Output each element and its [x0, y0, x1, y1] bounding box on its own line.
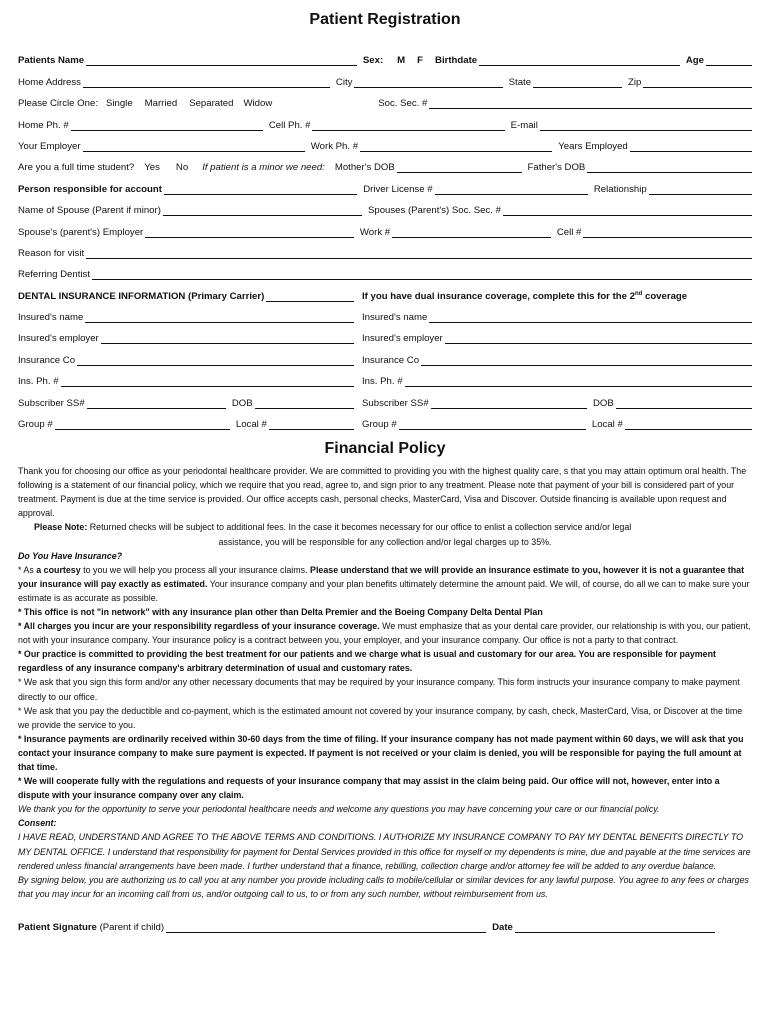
soc-sec-label: Soc. Sec. #	[378, 98, 428, 110]
dual-heading-text: If you have dual insurance coverage, complete this for the 2	[362, 290, 635, 302]
policy-bullet-usual-customary: * Our practice is committed to providing the best treatment for our patients and we charge what is usual and customary for our area. You are responsible for payment regardless of any insurance company's arbitrary determination of usual and customary rates.	[18, 649, 716, 674]
policy-bullet-network: * This office is not "in network" with any insurance plan other than Delta Premier and the Boeing Company Delta Dental Plan	[18, 606, 543, 617]
secondary-dob-label: DOB	[592, 397, 614, 409]
b1-e: Your insurance company and your plan benefits ultimately determine the amount paid. We will, of course, do all we can to make sure your estimate is as accurate as possible.	[18, 578, 750, 603]
primary-insured-name-label: Insured's name	[18, 312, 84, 324]
b1-b: a courtesy	[36, 564, 81, 575]
primary-subscriber-ssn-field[interactable]	[87, 397, 226, 409]
signature-field[interactable]	[166, 921, 486, 933]
secondary-local-field[interactable]	[625, 418, 752, 430]
note-label: Please Note:	[34, 522, 88, 533]
cell-num-field[interactable]	[583, 226, 752, 238]
home-address-field[interactable]	[83, 76, 330, 88]
dual-heading-post: coverage	[642, 290, 688, 302]
cell-ph-field[interactable]	[312, 119, 504, 131]
soc-sec-field[interactable]	[429, 97, 752, 109]
home-ph-field[interactable]	[71, 119, 263, 131]
secondary-subscriber-ssn-field[interactable]	[431, 397, 587, 409]
primary-insured-employer-field[interactable]	[101, 332, 354, 344]
primary-ins-ph-label: Ins. Ph. #	[18, 376, 59, 388]
secondary-ins-ph-field[interactable]	[405, 375, 752, 387]
city-label: City	[335, 76, 353, 88]
responsible-label: Person responsible for account	[18, 183, 162, 195]
drivers-license-label: Driver License #	[363, 183, 433, 195]
policy-bullet-courtesy	[18, 563, 752, 605]
primary-heading-rule	[266, 290, 354, 302]
secondary-insured-name-field[interactable]	[429, 311, 752, 323]
reason-label: Reason for visit	[18, 247, 85, 259]
circle-one-label: Please Circle One:	[18, 98, 98, 110]
single-option[interactable]: Single	[105, 98, 133, 110]
cell-ph-label: Cell Ph. #	[268, 119, 311, 131]
policy-bullet-charges	[18, 619, 752, 647]
note-text: Returned checks will be subject to additional fees. In the case it becomes necessary for our office to enlist a collection service and/or legal	[87, 522, 632, 533]
secondary-dob-field[interactable]	[616, 397, 752, 409]
primary-dob-label: DOB	[231, 397, 253, 409]
row-spouse-name	[18, 195, 752, 216]
primary-insurance-co-label: Insurance Co	[18, 354, 76, 366]
row-subscriber	[18, 387, 752, 408]
birthdate-label: Birthdate	[435, 55, 478, 67]
b3-b: We must emphasize that as your dental care provider, our relationship is with you, our patient, not with your insurance company. Your insurance policy is a contract between you, your employer, and your insurance company. Our office is not a party to that contract.	[18, 621, 751, 646]
row-insured-name	[18, 302, 752, 323]
email-field[interactable]	[540, 119, 752, 131]
secondary-insured-name-label: Insured's name	[362, 312, 428, 324]
secondary-insured-employer-field[interactable]	[445, 332, 752, 344]
policy-note-continued: assistance, you will be responsible for any collection and/or legal charges up to 35%.	[218, 536, 552, 547]
state-field[interactable]	[533, 76, 622, 88]
b3-a: * All charges you incur are your responsibility regardless of your insurance coverage.	[18, 621, 380, 632]
secondary-group-field[interactable]	[399, 418, 586, 430]
b1-c: to you we will help you process all your insurance claims.	[80, 564, 311, 575]
student-no-option[interactable]: No	[175, 162, 189, 174]
years-employed-label: Years Employed	[558, 140, 628, 152]
spouse-name-label: Name of Spouse (Parent if minor)	[18, 205, 161, 217]
signature-label	[18, 922, 166, 933]
sex-label: Sex:	[362, 55, 384, 67]
zip-field[interactable]	[643, 76, 752, 88]
home-ph-label: Home Ph. #	[18, 119, 69, 131]
primary-insured-employer-label: Insured's employer	[18, 333, 99, 345]
row-responsible	[18, 173, 752, 194]
mothers-dob-label: Mother's DOB	[334, 162, 395, 174]
work-ph-field[interactable]	[360, 140, 552, 152]
spouse-name-field[interactable]	[163, 204, 362, 216]
age-label: Age	[685, 55, 704, 67]
responsible-field[interactable]	[164, 183, 357, 195]
student-yes-option[interactable]: Yes	[144, 162, 160, 174]
financial-policy-title: Financial Policy	[324, 440, 446, 458]
registration-form	[18, 45, 752, 430]
have-insurance-heading: Do You Have Insurance?	[18, 550, 123, 561]
insurance-headings	[18, 280, 752, 301]
row-ins-ph	[18, 366, 752, 387]
dual-coverage-heading	[362, 291, 689, 302]
drivers-license-field[interactable]	[435, 183, 588, 195]
primary-dob-field[interactable]	[255, 397, 354, 409]
primary-local-label: Local #	[235, 419, 267, 431]
primary-carrier-heading: DENTAL INSURANCE INFORMATION (Primary Carrier)	[18, 290, 265, 302]
spouse-ssn-label: Spouses (Parent's) Soc. Sec. #	[367, 205, 501, 217]
secondary-ins-ph-label: Ins. Ph. #	[362, 376, 403, 388]
relationship-label: Relationship	[593, 183, 647, 195]
birthdate-field[interactable]	[479, 54, 680, 66]
referring-label: Referring Dentist	[18, 269, 90, 281]
consent-text: I HAVE READ, UNDERSTAND AND AGREE TO THE ABOVE TERMS AND CONDITIONS. I AUTHORIZE MY INSURANCE COMPANY TO PAY MY DENTAL BENEFITS DIRECTLY TO MY DENTAL OFFICE. I understand that responsibility for payment for Dental Services provided in this office for myself or my dependents is mine, due and payable at the time services are rendered unless financial arrangements have been made. I further understand that a finance, rebilling, collection charge and/or attorney fee will be added to any overdue balance.	[18, 832, 751, 871]
spouse-employer-label: Spouse's (parent's) Employer	[18, 226, 144, 238]
signature-row	[18, 911, 752, 933]
zip-label: Zip	[627, 76, 642, 88]
consent-heading: Consent:	[18, 818, 57, 829]
policy-bullet-payments-timing: * Insurance payments are ordinarily received within 30-60 days from the time of filing. If your insurance company has not made payment within 60 days, we will ask that you contact your insurance company to make sure payment is expected. If payment is not received or your claim is denied, you will be responsible for paying the full amount at that time.	[18, 733, 744, 772]
secondary-subscriber-ssn-label: Subscriber SS#	[362, 397, 429, 409]
secondary-insurance-co-field[interactable]	[421, 354, 752, 366]
date-field[interactable]	[515, 921, 715, 933]
cell-num-label: Cell #	[556, 226, 582, 238]
work-num-label: Work #	[359, 226, 391, 238]
primary-group-label: Group #	[18, 419, 53, 431]
financial-policy-text	[18, 464, 752, 901]
row-referring	[18, 259, 752, 280]
policy-bullet-deductible: * We ask that you pay the deductible and co-payment, which is the estimated amount not covered by your insurance company, by cash, check, MasterCard, Visa, or Discover at the time we provide the service to you.	[18, 705, 743, 730]
sex-f-option[interactable]: F	[417, 55, 424, 67]
primary-insurance-co-field[interactable]	[77, 354, 354, 366]
city-field[interactable]	[354, 76, 502, 88]
calls-authorization-text: By signing below, you are authorizing us to call you at any number you provide including calls to mobile/cellular or similar devices for any lawful purpose. You agree to any fees or charges that you may incur for an incoming call from us, and/or outgoing call to us, to or from any such number, without reimbursement from us.	[18, 874, 749, 899]
secondary-group-label: Group #	[362, 419, 397, 431]
dual-heading-sup: nd	[634, 290, 643, 297]
policy-bullet-sign-form: * We ask that you sign this form and/or any other necessary documents that may be required by your insurance company. This form instructs your insurance company to make payment directly to our office.	[18, 677, 740, 702]
secondary-insured-employer-label: Insured's employer	[362, 333, 443, 345]
your-employer-label: Your Employer	[18, 140, 81, 152]
work-num-field[interactable]	[392, 226, 551, 238]
primary-ins-ph-field[interactable]	[61, 375, 354, 387]
row-phones	[18, 109, 752, 130]
fathers-dob-label: Father's DOB	[527, 162, 586, 174]
married-option[interactable]: Married	[144, 98, 178, 110]
policy-note	[18, 520, 752, 534]
signature-label-text: Patient Signature	[18, 921, 97, 933]
home-address-label: Home Address	[18, 76, 81, 88]
policy-thanks: We thank you for the opportunity to serve your periodontal healthcare needs and welcome any questions you may have concerning your care or our financial policy.	[18, 804, 660, 815]
minor-label: If patient is a minor we need:	[202, 162, 325, 174]
state-label: State	[508, 76, 532, 88]
primary-group-field[interactable]	[55, 418, 230, 430]
row-reason	[18, 238, 752, 259]
secondary-local-label: Local #	[591, 419, 623, 431]
row-group	[18, 409, 752, 430]
years-employed-field[interactable]	[630, 140, 752, 152]
relationship-field[interactable]	[649, 183, 752, 195]
row-student	[18, 152, 752, 173]
row-insured-employer	[18, 323, 752, 344]
email-label: E-mail	[510, 119, 538, 131]
b1-a: * As	[18, 564, 37, 575]
spouse-employer-field[interactable]	[145, 226, 354, 238]
spouse-ssn-field[interactable]	[503, 204, 752, 216]
b1-d: Please understand that we will provide an insurance estimate to you, however it is not a guarantee that your insurance will pay exactly as estimated.	[18, 564, 745, 589]
document-page	[18, 0, 752, 933]
primary-local-field[interactable]	[269, 418, 354, 430]
widow-option[interactable]: Widow	[243, 98, 273, 110]
student-label: Are you a full time student?	[18, 162, 135, 174]
patients-name-label: Patients Name	[18, 55, 85, 67]
policy-intro: Thank you for choosing our office as your periodontal healthcare provider. We are committed to providing you with the highest quality care, s that you may attain optimum oral health. The following is a statement of our financial policy, which we require that you read, agree to, and sign prior to any treatment. Please note that payment of your bill is considered part of your treatment. Payment is due at the time service is provided. Our office accepts cash, personal checks, MasterCard, Visa and Discover. Outside financing is available upon request and approval.	[18, 466, 747, 519]
row-marital-status	[18, 88, 752, 109]
referring-field[interactable]	[92, 268, 752, 280]
page-title: Patient Registration	[309, 11, 461, 28]
reason-field[interactable]	[86, 247, 752, 259]
row-employer	[18, 131, 752, 152]
age-field[interactable]	[706, 54, 752, 66]
row-address	[18, 66, 752, 87]
secondary-insurance-co-label: Insurance Co	[362, 354, 420, 366]
mothers-dob-field[interactable]	[397, 161, 522, 173]
primary-subscriber-ssn-label: Subscriber SS#	[18, 397, 85, 409]
sex-m-option[interactable]: M	[397, 55, 406, 67]
row-insurance-co	[18, 344, 752, 365]
primary-insured-name-field[interactable]	[85, 311, 354, 323]
row-patient-name	[18, 45, 752, 66]
date-label: Date	[492, 921, 513, 933]
row-spouse-employer	[18, 216, 752, 237]
policy-bullet-cooperate: * We will cooperate fully with the regulations and requests of your insurance company that may assist in the claim being paid. Our office will not, however, enter into a dispute with your insurance company over any claim.	[18, 776, 720, 801]
separated-option[interactable]: Separated	[189, 98, 234, 110]
your-employer-field[interactable]	[83, 140, 305, 152]
patients-name-field[interactable]	[86, 54, 357, 66]
signature-parent-note: (Parent if child)	[96, 921, 165, 933]
fathers-dob-field[interactable]	[587, 161, 752, 173]
work-ph-label: Work Ph. #	[310, 140, 359, 152]
